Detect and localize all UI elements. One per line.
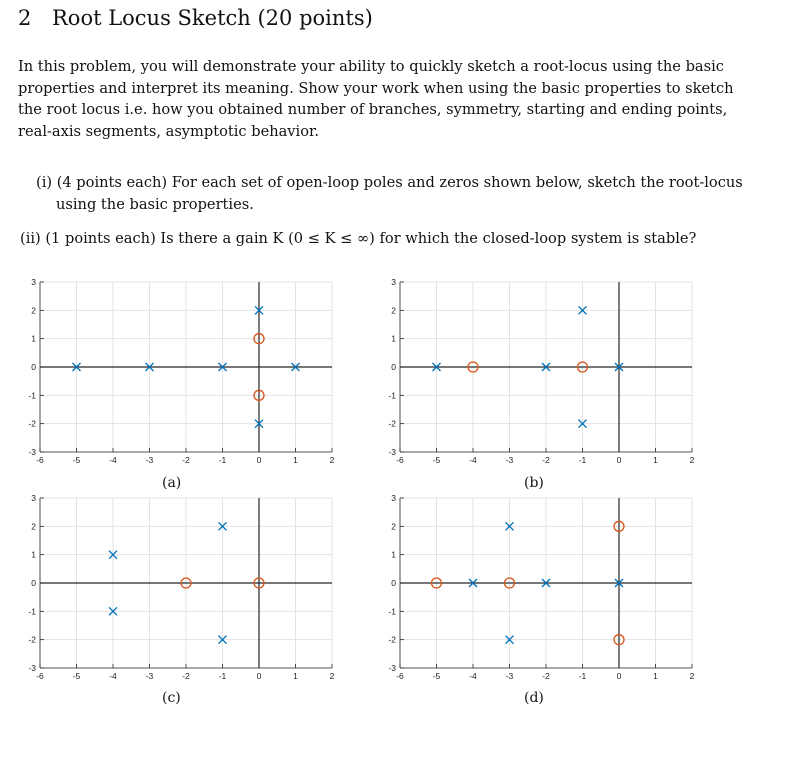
x-tick-label: -1 xyxy=(218,455,227,465)
y-tick-label: 2 xyxy=(391,305,396,316)
x-tick-label: 2 xyxy=(329,671,335,681)
x-tick-label: -1 xyxy=(578,455,587,465)
root-locus-plot-d xyxy=(378,492,695,688)
intro-paragraph: In this problem, you will demonstrate your ability to quickly sketch a root-locus using the basic properties and interpret its meaning. Show your work when using the basic properties to sketch the root locus i.e. how you obtained number of branches, symmetry, starting and ending points, real-axis segments, asymptotic behavior. xyxy=(18,58,734,140)
x-tick-label: 1 xyxy=(653,671,658,681)
y-tick-label: 1 xyxy=(391,549,396,560)
plot-canvas xyxy=(378,492,695,688)
y-tick-label: -1 xyxy=(388,606,396,617)
y-tick-label: -3 xyxy=(28,447,36,457)
x-tick-label: -6 xyxy=(36,455,44,465)
y-tick-label: 2 xyxy=(31,305,36,316)
x-tick-label: -6 xyxy=(36,671,44,681)
plot-canvas xyxy=(18,492,335,688)
y-tick-label: -3 xyxy=(388,447,396,457)
x-tick-label: -5 xyxy=(432,671,441,681)
x-tick-label: -2 xyxy=(182,671,190,681)
caption-b: (b) xyxy=(524,475,544,491)
x-tick-label: -4 xyxy=(469,455,477,465)
x-tick-label: 2 xyxy=(689,455,695,465)
part-ii-text: (ii) (1 points each) Is there a gain K (0 ≤ K ≤ ∞) for which the closed-loop system is stable? xyxy=(20,230,697,247)
caption-d: (d) xyxy=(524,690,544,706)
x-tick-label: -1 xyxy=(218,671,227,681)
root-locus-plot-a xyxy=(18,276,335,472)
x-tick-label: 1 xyxy=(653,455,658,465)
y-tick-label: 0 xyxy=(31,578,36,588)
y-tick-label: -1 xyxy=(28,606,36,617)
y-tick-label: -2 xyxy=(388,418,396,429)
y-tick-label: 0 xyxy=(31,362,36,372)
x-tick-label: -5 xyxy=(72,455,81,465)
x-tick-label: 1 xyxy=(293,671,298,681)
y-tick-label: 3 xyxy=(391,277,396,287)
x-tick-label: 1 xyxy=(293,455,298,465)
x-tick-label: 0 xyxy=(256,671,262,681)
y-tick-label: 3 xyxy=(31,277,36,287)
x-tick-label: 0 xyxy=(616,455,622,465)
root-locus-plot-b xyxy=(378,276,695,472)
x-tick-label: -4 xyxy=(109,671,117,681)
x-tick-label: -4 xyxy=(469,671,477,681)
x-tick-label: -2 xyxy=(542,671,550,681)
plot-canvas xyxy=(18,276,335,472)
root-locus-plot-c xyxy=(18,492,335,688)
y-tick-label: -3 xyxy=(388,663,396,673)
x-tick-label: 0 xyxy=(616,671,622,681)
y-tick-label: -1 xyxy=(388,390,396,401)
y-tick-label: 2 xyxy=(31,521,36,532)
x-tick-label: -2 xyxy=(182,455,190,465)
y-tick-label: -2 xyxy=(388,634,396,645)
x-tick-label: -6 xyxy=(396,671,404,681)
y-tick-label: 1 xyxy=(391,333,396,344)
y-tick-label: 0 xyxy=(391,362,396,372)
x-tick-label: -5 xyxy=(432,455,441,465)
y-tick-label: -1 xyxy=(28,390,36,401)
y-tick-label: 2 xyxy=(391,521,396,532)
plot-canvas xyxy=(378,276,695,472)
x-tick-label: -3 xyxy=(505,671,514,681)
caption-c: (c) xyxy=(162,690,181,706)
x-tick-label: -3 xyxy=(505,455,514,465)
x-tick-label: 0 xyxy=(256,455,262,465)
y-tick-label: 3 xyxy=(31,493,36,503)
y-tick-label: -2 xyxy=(28,418,36,429)
x-tick-label: -6 xyxy=(396,455,404,465)
section-heading xyxy=(18,6,373,30)
section-number: 2 xyxy=(18,6,32,30)
x-tick-label: 2 xyxy=(689,671,695,681)
x-tick-label: -1 xyxy=(578,671,587,681)
caption-a: (a) xyxy=(162,475,182,491)
y-tick-label: 1 xyxy=(31,549,36,560)
y-tick-label: 3 xyxy=(391,493,396,503)
x-tick-label: 2 xyxy=(329,455,335,465)
x-tick-label: -3 xyxy=(145,671,154,681)
y-tick-label: -2 xyxy=(28,634,36,645)
x-tick-label: -2 xyxy=(542,455,550,465)
x-tick-label: -5 xyxy=(72,671,81,681)
section-title: Root Locus Sketch (20 points) xyxy=(52,6,373,30)
y-tick-label: 0 xyxy=(391,578,396,588)
part-i-text: (i) (4 points each) For each set of open-loop poles and zeros shown below, sketch the root-locus using the basic properties. xyxy=(36,174,743,213)
x-tick-label: -3 xyxy=(145,455,154,465)
y-tick-label: 1 xyxy=(31,333,36,344)
y-tick-label: -3 xyxy=(28,663,36,673)
x-tick-label: -4 xyxy=(109,455,117,465)
